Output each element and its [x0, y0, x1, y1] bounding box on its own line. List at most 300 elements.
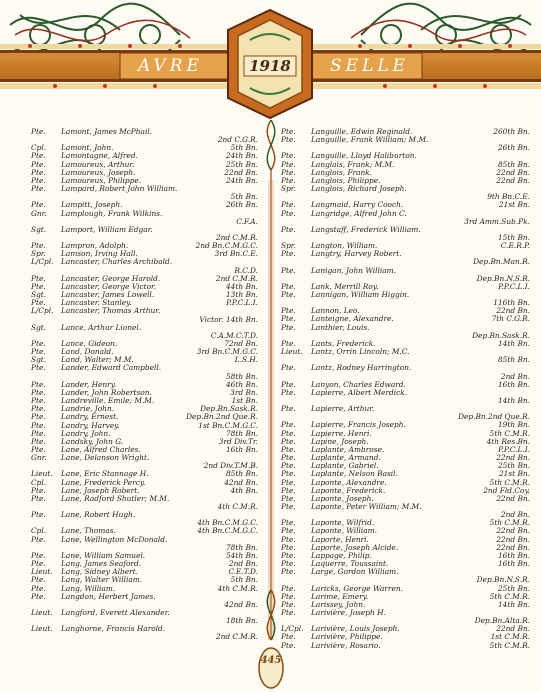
entry-unit-continuation: 2nd C.M.R.	[215, 232, 258, 242]
entry-unit: 85th Bn.	[225, 469, 258, 479]
entry-unit-continuation: 116th Bn.	[493, 298, 530, 308]
page-number: 445	[260, 655, 282, 666]
entry-name: Languille, Edwin Reginald.	[311, 127, 413, 136]
roll-entry	[6, 625, 268, 641]
entry-rank: Pte.	[281, 469, 296, 479]
entry-name: Laporte, Joseph Alcide.	[311, 542, 399, 552]
roll-entry	[6, 258, 268, 274]
entry-unit-continuation: Dep.Bn.Alta.R.	[474, 616, 530, 626]
entry-name: Langlois, Richard Joseph.	[311, 184, 407, 194]
entry-name: Lancaster, George Victor.	[61, 281, 157, 291]
entry-unit: 5th C.M.R.	[489, 518, 530, 528]
entry-rank: Pte.	[281, 599, 296, 609]
entry-unit-continuation: 3rd Amm.Sub.Pk.	[464, 216, 530, 226]
roll-entry	[278, 226, 540, 242]
entry-name: Laquerre, Toussaint.	[311, 559, 389, 569]
entry-name: Laplante, Gabriel.	[311, 461, 379, 471]
banner-year: 1918	[249, 57, 291, 75]
entry-rank: Pte.	[31, 379, 46, 389]
entry-name: Lander, John Robertson.	[61, 387, 152, 397]
entry-unit: 22nd Bn.	[496, 526, 530, 536]
entry-rank: Pte.	[281, 559, 296, 569]
entry-rank: Pte.	[281, 265, 296, 275]
entry-unit: Dep.Bn.2nd Que.R.	[186, 412, 258, 422]
entry-rank: Pte.	[281, 591, 296, 601]
entry-unit: 16th Bn.	[497, 559, 530, 569]
entry-name: Lane, Joseph Robert.	[61, 485, 140, 495]
entry-name: Lapierre, Francis Joseph.	[311, 420, 406, 430]
entry-rank: Pte.	[281, 493, 296, 503]
entry-unit: 16th Bn.	[497, 550, 530, 560]
entry-rank: Pte.	[281, 290, 296, 300]
entry-name: Lanigan, John William.	[311, 265, 396, 275]
entry-rank: Pte.	[31, 428, 46, 438]
entry-unit: 22nd Bn.	[496, 624, 530, 634]
entry-rank: Pte.	[281, 550, 296, 560]
entry-rank: Pte.	[281, 404, 296, 414]
entry-name: Lane, Robert Hugh.	[61, 510, 136, 520]
roll-entry	[278, 324, 540, 340]
entry-unit-continuation: 2nd Bn.	[500, 371, 530, 381]
entry-rank: Pte.	[31, 159, 46, 169]
entry-unit: 24th Bn.	[225, 175, 258, 185]
entry-unit-continuation: 58th Bn.	[225, 371, 258, 381]
entry-rank: Pte.	[281, 583, 296, 593]
entry-name: Lancaster, Stanley.	[61, 298, 132, 308]
entry-unit-continuation: 9th Bn.C.E.	[487, 192, 530, 202]
entry-unit: C.E.T.D.	[228, 567, 258, 577]
entry-name: Laplante, Nelson Basil.	[311, 469, 398, 479]
entry-name: Landry, Harvey.	[61, 420, 120, 430]
entry-unit: 24th Bn.	[225, 151, 258, 161]
roll-entry	[6, 185, 268, 201]
entry-rank: Pte.	[281, 477, 296, 487]
entry-unit: 2nd C.M.R.	[215, 273, 258, 283]
entry-unit: 26th Bn.	[225, 200, 258, 210]
entry-rank: Pte.	[281, 314, 296, 324]
entry-unit: 25th Bn.	[497, 583, 530, 593]
entry-unit: 4th Res.Bn.	[486, 436, 530, 446]
entry-rank: Pte.	[31, 167, 46, 177]
entry-unit: 22nd Bn.	[496, 306, 530, 316]
entry-rank: Pte.	[31, 444, 46, 454]
entry-name: Lane, Thomas.	[61, 526, 116, 536]
entry-name: Lane, Alfred Charles.	[61, 444, 141, 454]
entry-name: Lamson, Irving Hall.	[61, 249, 138, 259]
entry-unit: 22nd Bn.	[496, 175, 530, 185]
entry-unit-continuation: 18th Bn.	[225, 616, 258, 626]
entry-name: Lander, Edward Campbell.	[61, 363, 162, 373]
entry-unit: 14th Bn.	[497, 338, 530, 348]
entry-name: Lampitt, Joseph.	[61, 200, 123, 210]
roll-entry	[278, 389, 540, 405]
entry-unit-continuation: 2nd C.M.R.	[215, 632, 258, 642]
entry-rank: Pte.	[31, 347, 46, 357]
entry-unit: 1st Bn.C.M.G.C.	[198, 420, 258, 430]
entry-rank: Pte.	[31, 298, 46, 308]
entry-unit: P.P.C.L.I.	[498, 281, 530, 291]
entry-rank: Sgt.	[31, 322, 47, 332]
roll-entry	[6, 307, 268, 323]
entry-name: Lamontagne, Alfred.	[61, 151, 138, 161]
entry-unit-continuation: 14th Bn.	[497, 396, 530, 405]
entry-rank: Pte.	[281, 387, 296, 397]
entry-name: Laponte, Joseph.	[311, 493, 374, 503]
entry-name: Land, Walter; M.M.	[61, 355, 134, 365]
entry-unit: 42nd Bn.	[224, 477, 258, 487]
entry-name: Lamont, John.	[61, 143, 114, 153]
entry-unit: 3rd Bn.C.M.G.C.	[196, 347, 258, 357]
entry-rank: Pte.	[281, 306, 296, 316]
entry-rank: Pte.	[281, 167, 296, 177]
entry-unit-continuation: 2nd Bn.	[500, 510, 530, 520]
entry-name: Landrie, John.	[61, 404, 115, 414]
entry-rank: Pte.	[31, 387, 46, 397]
entry-rank: Pte.	[281, 542, 296, 552]
roll-entry	[6, 454, 268, 470]
entry-name: Lamoureux, Joseph.	[61, 167, 136, 177]
roll-entry	[278, 609, 540, 625]
entry-unit: 5th C.M.R.	[489, 428, 530, 438]
entry-unit: 78th Bn.	[225, 428, 258, 438]
entry-rank: Pte.	[281, 428, 296, 438]
entry-unit: 14th Bn.	[497, 599, 530, 609]
entry-name: Langdon, Herbert James.	[61, 591, 156, 601]
entry-name: Lander, Henry.	[61, 379, 117, 389]
entry-rank: Pte.	[31, 575, 46, 585]
entry-name: Langstaff, Frederick William.	[311, 224, 421, 234]
entry-unit: 22nd Bn.	[496, 167, 530, 177]
entry-name: Laponte, Frederick.	[311, 485, 386, 495]
entry-name: Lapierre, Albert Merdick.	[311, 387, 408, 397]
entry-unit: 260th Bn.	[493, 127, 530, 136]
roll-entry	[278, 568, 540, 584]
left-column	[6, 128, 268, 642]
entry-name: Lampron, Adolph.	[61, 241, 129, 251]
entry-name: Lang, Sidney Albert.	[61, 567, 138, 577]
entry-name: Lane, Delanson Wright.	[61, 453, 150, 463]
entry-name: Lappage, Philip.	[311, 550, 372, 560]
entry-rank: Pte.	[281, 534, 296, 544]
entry-rank: Pte.	[281, 159, 296, 169]
entry-rank: Gnr.	[31, 453, 47, 463]
entry-rank: Cpl.	[31, 143, 47, 153]
right-column	[278, 128, 540, 650]
entry-rank: Pte.	[31, 151, 46, 161]
entry-unit-continuation: 4th Bn.C.M.G.C.	[197, 518, 258, 528]
roll-entry	[278, 210, 540, 226]
entry-unit: 22nd Bn.	[224, 167, 258, 177]
entry-name: Lantz, Orrin Lincoln; M.C.	[311, 347, 410, 357]
entry-name: Large, Gordon William.	[311, 567, 399, 577]
entry-rank: Pte.	[281, 175, 296, 185]
entry-unit-continuation: C.F.A.	[236, 216, 258, 226]
entry-unit-continuation: 2nd Div.T.M.B.	[203, 461, 258, 471]
entry-rank: Sgt.	[31, 224, 47, 234]
entry-rank: Pte.	[281, 453, 296, 463]
entry-rank: Pte.	[31, 534, 46, 544]
roll-entry	[6, 495, 268, 511]
entry-name: Langridge, Alfred John C.	[311, 208, 407, 218]
entry-unit: 13th Bn.	[225, 290, 258, 300]
entry-rank: Pte.	[281, 127, 296, 136]
entry-name: Lapierre, Arthur.	[311, 404, 375, 414]
entry-unit: 1st Bn.	[231, 396, 258, 406]
roll-entry	[6, 364, 268, 380]
entry-rank: Pte.	[281, 526, 296, 536]
roll-entry	[278, 405, 540, 421]
entry-rank: Pte.	[281, 502, 296, 511]
entry-rank: Pte.	[31, 396, 46, 406]
entry-unit: 46th Bn.	[225, 379, 258, 389]
entry-unit: 21st Bn.	[498, 200, 530, 210]
entry-name: Lamport, William Edgar.	[61, 224, 153, 234]
entry-name: Lapine, Joseph.	[311, 436, 369, 446]
entry-rank: Pte.	[31, 591, 46, 601]
entry-rank: Pte.	[281, 485, 296, 495]
entry-rank: Pte.	[31, 127, 46, 136]
entry-rank: Pte.	[281, 567, 296, 577]
roll-entry	[278, 642, 540, 650]
roll-entry	[278, 267, 540, 283]
entry-rank: Pte.	[281, 436, 296, 446]
entry-rank: Pte.	[31, 404, 46, 414]
entry-rank: Pte.	[31, 493, 46, 503]
entry-name: Landreville, Emile; M.M.	[61, 396, 155, 406]
entry-name: Langford, Everett Alexander.	[61, 608, 170, 618]
entry-rank: Pte.	[31, 583, 46, 593]
entry-rank: Pte.	[281, 200, 296, 210]
entry-rank: Pte.	[31, 485, 46, 495]
roll-entry	[278, 364, 540, 380]
entry-name: Landry, John.	[61, 428, 111, 438]
entry-unit: 16th Bn.	[497, 379, 530, 389]
entry-unit: 25th Bn.	[497, 461, 530, 471]
roll-entry	[6, 609, 268, 625]
entry-unit-continuation: 85th Bn.	[497, 355, 530, 365]
entry-unit: 4th Bn.	[230, 485, 258, 495]
entry-rank: Pte.	[281, 208, 296, 218]
entry-unit: 21st Bn.	[498, 469, 530, 479]
entry-unit-continuation: Dep.Bn.Man.R.	[473, 257, 530, 267]
roll-entry	[278, 291, 540, 307]
entry-unit: 3rd Bn.C.E.	[214, 249, 258, 259]
entry-rank: Pte.	[281, 322, 296, 332]
entry-unit: 54th Bn.	[225, 550, 258, 560]
entry-unit: 22nd Bn.	[496, 534, 530, 544]
entry-rank: Pte.	[281, 608, 296, 617]
roll-entry	[6, 226, 268, 242]
entry-unit: 3rd Bn.	[230, 387, 258, 397]
roll-entry	[6, 128, 268, 144]
entry-rank: Pte.	[281, 379, 296, 389]
entry-unit: 72nd Bn.	[224, 338, 258, 348]
entry-rank: Spr.	[31, 249, 46, 259]
entry-name: Lannon, Leo.	[311, 306, 360, 316]
roll-entry	[6, 593, 268, 609]
entry-rank: Sgt.	[31, 290, 47, 300]
roll-entry	[6, 536, 268, 552]
entry-unit: 4th C.M.R.	[217, 583, 258, 593]
entry-rank: Pte.	[281, 338, 296, 348]
entry-rank: Lieut.	[281, 347, 303, 357]
entry-name: Lane, Radford Shutler; M.M.	[61, 493, 170, 503]
entry-name: Larime, Emery.	[311, 591, 369, 601]
entry-unit-continuation: 26th Bn.	[497, 143, 530, 153]
entry-name: Lamplough, Frank Wilkins.	[61, 208, 163, 218]
entry-rank: Pte.	[31, 184, 46, 194]
entry-rank: Pte.	[31, 420, 46, 430]
entry-name: Landry, Ernest.	[61, 412, 119, 422]
entry-unit: 5th Bn.	[230, 575, 258, 585]
entry-rank: L/Cpl.	[31, 257, 54, 267]
entry-unit: 25th Bn.	[225, 159, 258, 169]
entry-name: Lamoureux, Arthur.	[61, 159, 135, 169]
entry-name: Larivière, Philippe.	[311, 632, 383, 642]
entry-name: Langlois, Philippe.	[311, 175, 381, 185]
entry-name: Langmaid, Harry Cooch.	[311, 200, 404, 210]
entry-unit: 5th C.M.R.	[489, 640, 530, 650]
entry-name: Lanyon, Charles Edward.	[311, 379, 406, 389]
entry-name: Lane, Frederick Percy.	[61, 477, 146, 487]
entry-rank: Pte.	[281, 420, 296, 430]
entry-name: Lamont, James McPhail.	[61, 127, 153, 136]
entry-name: Lang, Walter William.	[61, 575, 143, 585]
entry-unit: 16th Bn.	[225, 444, 258, 454]
entry-rank: Pte.	[31, 412, 46, 422]
entry-rank: Pte.	[281, 151, 296, 161]
entry-unit: 44th Bn.	[225, 281, 258, 291]
entry-unit: 22nd Bn.	[496, 493, 530, 503]
entry-unit-continuation: Dep.Bn.N.S.R.	[476, 273, 530, 283]
entry-unit: 85th Bn.	[497, 159, 530, 169]
entry-unit: 22nd Bn.	[496, 453, 530, 463]
entry-unit: 2nd Bn.	[228, 559, 258, 569]
entry-name: Langton, William.	[311, 241, 378, 251]
entry-unit-continuation: R.C.D.	[234, 265, 258, 275]
entry-name: Lancaster, Thomas Arthur.	[61, 306, 161, 316]
entry-name: Lane, Eric Stannage H.	[61, 469, 149, 479]
roll-entry	[278, 250, 540, 266]
entry-name: Lane, Wellington McDonald.	[61, 534, 168, 544]
entry-name: Langhorne, Francis Harold.	[61, 624, 166, 634]
entry-unit: Dep.Bn.Sask.R.	[200, 404, 258, 414]
roll-entry	[6, 511, 268, 527]
entry-name: Laporte, Henri.	[311, 534, 369, 544]
entry-rank: Pte.	[31, 281, 46, 291]
entry-name: Lampard, Robert John William.	[61, 184, 178, 194]
roll-entry	[6, 210, 268, 226]
entry-unit-continuation: Dep.Bn.2nd Que.R.	[458, 412, 530, 422]
entry-name: Lapierre, Henri.	[311, 428, 372, 438]
entry-rank: Sgt.	[31, 355, 47, 365]
entry-unit: 2nd Fld.Coy.	[483, 485, 530, 495]
entry-name: Laponte, William.	[311, 526, 377, 536]
entry-unit: 5th C.M.R.	[489, 477, 530, 487]
entry-name: Langlais, Frank; M.M.	[311, 159, 395, 169]
entry-name: Laplante, Armand.	[311, 453, 381, 463]
entry-unit-continuation: Dep.Bn.Sask.R.	[472, 330, 530, 340]
entry-name: Lamoureux, Philippe.	[61, 175, 142, 185]
entry-unit: L.S.H.	[234, 355, 258, 365]
entry-unit: P.P.C.L.I.	[226, 298, 258, 308]
entry-rank: Cpl.	[31, 477, 47, 487]
entry-rank: Pte.	[31, 175, 46, 185]
entry-name: Lane, William Samuel.	[61, 550, 146, 560]
roll-entry	[278, 503, 540, 519]
entry-rank: Lieut.	[31, 624, 53, 634]
entry-name: Laponte, Wilfrid.	[311, 518, 375, 528]
entry-name: Larivière, Louis Joseph.	[311, 624, 400, 634]
entry-name: Laplante, Ambrose.	[311, 444, 385, 454]
entry-rank: Pte.	[31, 200, 46, 210]
entry-name: Larivière, Joseph H.	[311, 608, 386, 617]
entry-unit: 1st C.M.R.	[490, 632, 530, 642]
entry-name: Larivière, Rosario.	[311, 640, 381, 650]
entry-unit-continuation: 4th C.M.R.	[217, 502, 258, 512]
entry-unit-continuation: Dep.Bn.N.S.R.	[476, 575, 530, 585]
entry-name: Languille, Lloyd Haliburton.	[311, 151, 417, 161]
entry-unit-continuation: 42nd Bn.	[224, 599, 258, 609]
entry-name: Lanteigne, Alexandre.	[311, 314, 394, 324]
entry-rank: Spr.	[281, 184, 296, 194]
entry-name: Lang, James Seaford.	[61, 559, 142, 569]
entry-unit-continuation: C.A.M.C.T.D.	[210, 330, 258, 340]
entry-rank: Pte.	[281, 640, 296, 650]
entry-name: Laponte, Peter William; M.M.	[311, 502, 422, 511]
roll-entry	[278, 185, 540, 201]
entry-rank: Pte.	[281, 249, 296, 259]
entry-rank: Pte.	[31, 510, 46, 520]
entry-unit-continuation: 15th Bn.	[497, 232, 530, 242]
entry-rank: Gnr.	[31, 208, 47, 218]
entry-unit-continuation: 78th Bn.	[225, 542, 258, 552]
entry-rank: Pte.	[281, 224, 296, 234]
entry-unit: 19th Bn.	[497, 420, 530, 430]
entry-name: Lank, Merrill Roy.	[311, 281, 379, 291]
entry-rank: Pte.	[31, 338, 46, 348]
entry-rank: L/Cpl.	[31, 306, 54, 316]
entry-name: Langlois, Frank.	[311, 167, 373, 177]
entry-unit: P.P.C.L.I.	[498, 444, 530, 454]
entry-rank: Pte.	[281, 444, 296, 454]
entry-rank: Pte.	[281, 363, 296, 373]
entry-unit: 2nd Bn.C.M.G.C.	[195, 241, 258, 251]
entry-unit: 7th C.G.R.	[491, 314, 530, 324]
entry-name: Landsky, John G.	[61, 436, 124, 446]
entry-name: Langtry, Harvey Robert.	[311, 249, 402, 259]
roll-entry	[6, 324, 268, 340]
entry-unit-continuation: 5th Bn.	[230, 192, 258, 202]
entry-unit: 22nd Bn.	[496, 542, 530, 552]
entry-unit: 5th C.M.R.	[489, 591, 530, 601]
entry-name: Laponte, Alexandre.	[311, 477, 387, 487]
entry-rank: Pte.	[31, 273, 46, 283]
entry-unit-continuation: Victor. 14th Bn.	[199, 314, 258, 324]
entry-rank: Pte.	[281, 281, 296, 291]
entry-rank: Pte.	[31, 436, 46, 446]
entry-unit: 4th Bn.C.M.G.C.	[197, 526, 258, 536]
entry-unit: 5th Bn.	[230, 143, 258, 153]
entry-name: Lanthier, Louis.	[311, 322, 370, 332]
entry-name: Lantz, Rodney Harrington.	[311, 363, 412, 373]
entry-rank: Lieut.	[31, 608, 53, 618]
entry-rank: Pte.	[281, 461, 296, 471]
entry-name: Larissey, John.	[311, 599, 366, 609]
entry-rank: Spr.	[281, 241, 296, 251]
entry-name: Languille, Frank William; M.M.	[311, 135, 429, 145]
banner-right-word: SELLE	[330, 56, 410, 76]
